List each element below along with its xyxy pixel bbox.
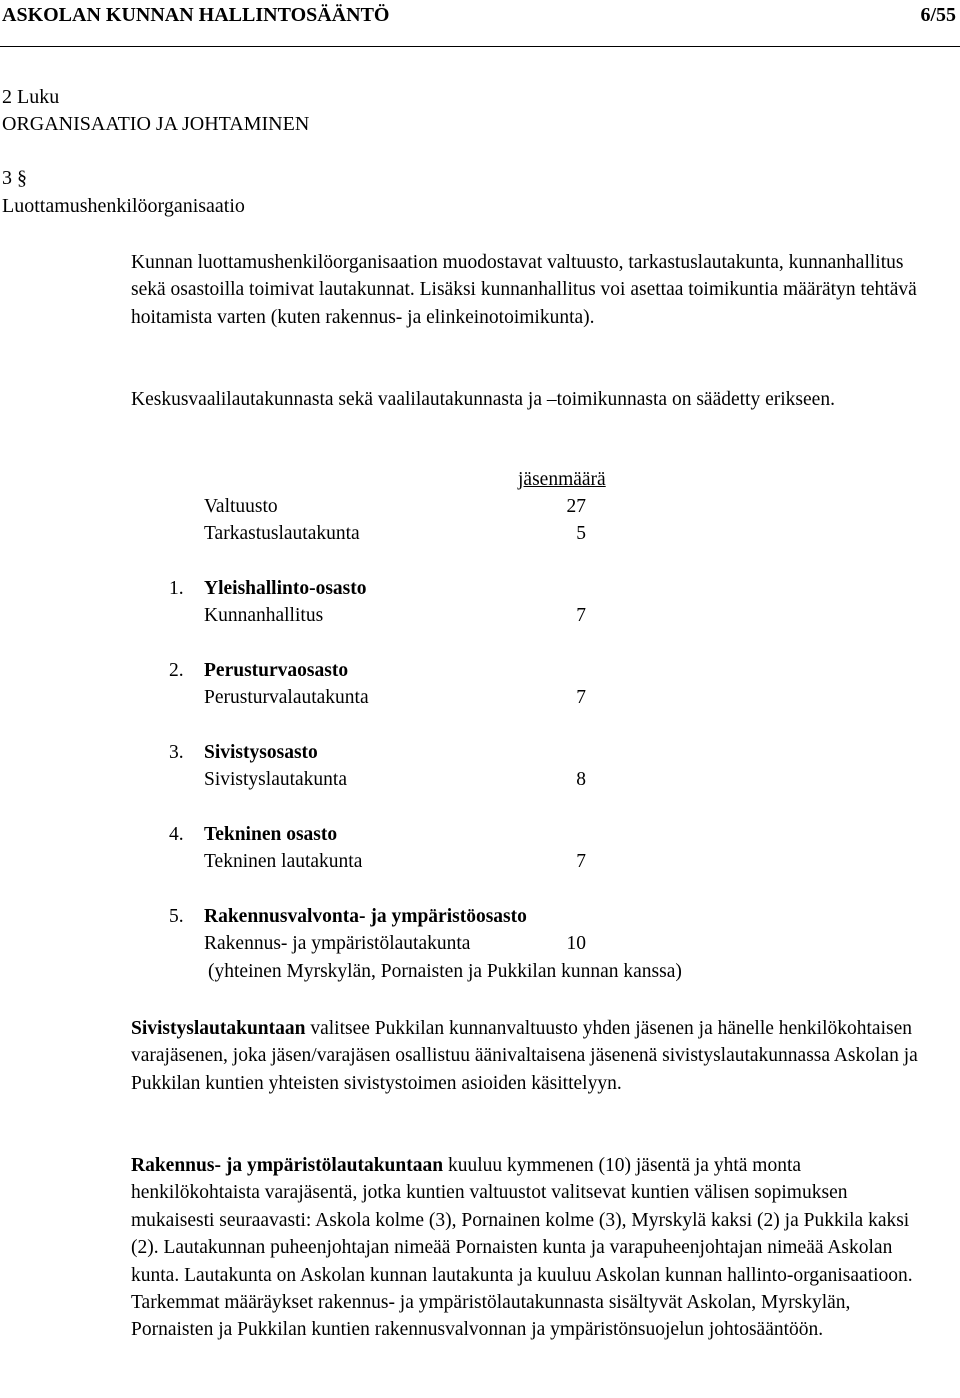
- board-member-count: 7: [576, 687, 586, 708]
- board-member-count: 8: [576, 769, 586, 790]
- page-number: 6/55: [920, 4, 956, 26]
- board-name: Kunnanhallitus: [204, 605, 324, 626]
- department-number: 5.: [169, 906, 184, 927]
- board-name: Rakennus- ja ympäristölautakunta: [204, 933, 471, 954]
- chapter-title: ORGANISAATIO JA JOHTAMINEN: [2, 113, 310, 135]
- department-name: Perusturvaosasto: [204, 660, 349, 681]
- board-note: (yhteinen Myrskylän, Pornaisten ja Pukkilan kunnan kanssa): [208, 961, 682, 982]
- member-count-header: jäsenmäärä: [518, 469, 606, 490]
- department-number: 4.: [169, 824, 184, 845]
- table-row-value: 5: [576, 523, 586, 544]
- board-member-count: 7: [576, 851, 586, 872]
- table-row-value: 27: [566, 496, 586, 517]
- board-name: Perusturvalautakunta: [204, 687, 369, 708]
- table-row-label: Valtuusto: [204, 496, 278, 517]
- intro-paragraph-2: Keskusvaalilautakunnasta sekä vaalilautakunnasta ja –toimikunnasta on säädetty erikseen.: [131, 389, 835, 410]
- section-title: Luottamushenkilöorganisaatio: [2, 195, 245, 217]
- paragraph-text: valitsee Pukkilan kunnanvaltuusto yhden jäsenen ja hänelle henkilökohtaisen varajäsenen, joka jäsen/varajäsen osallistuu äänivaltaisena jäsenenä sivistyslautakunnassa Askolan ja Pukkilan kuntien yhteisten sivistystoimen asioiden käsittelyyn.: [131, 1018, 918, 1094]
- header-divider: [0, 46, 960, 47]
- intro-paragraph-1: Kunnan luottamushenkilöorganisaation muodostavat valtuusto, tarkastuslautakunta, kunnanhallitus sekä osastoilla toimivat lautakunnat. Lisäksi kunnanhallitus voi asettaa toimikuntia määrätyn tehtävä hoitamista varten (kuten rakennus- ja elinkeinotoimikunta).: [131, 252, 917, 328]
- chapter-number: 2 Luku: [2, 86, 60, 108]
- department-name: Yleishallinto-osasto: [204, 578, 367, 599]
- board-member-count: 7: [576, 605, 586, 626]
- board-name: Sivistyslautakunta: [204, 769, 347, 790]
- board-member-count: 10: [566, 933, 586, 954]
- paragraph-text: kuuluu kymmenen (10) jäsentä ja yhtä monta henkilökohtaista varajäsentä, jotka kuntien valtuustot valitsevat kuntien välisen sopimuksen mukaisesti seuraavasti: Askola kolme (3), Pornainen kolme (3), Myrskylä kaksi (2) ja Pukkila kaksi (2). Lautakunnan puheenjohtajan nimeää Pornaisten kunta ja varapuheenjohtajan nimeää Askolan kunta. Lautakunta on Askolan kunnan lautakunta ja kuuluu Askolan kunnan hallinto-organisaatioon. Tarkemmat määräykset rakennus- ja ympäristölautakunnasta sisältyvät Askolan, Myrskylän, Pornaisten ja Pukkilan kuntien rakennusvalvonnan ja ympäristönsuojelun johtosääntöön.: [131, 1155, 913, 1341]
- paragraph-lead: Rakennus- ja ympäristölautakuntaan: [131, 1155, 444, 1176]
- department-name: Rakennusvalvonta- ja ympäristöosasto: [204, 906, 527, 927]
- board-name: Tekninen lautakunta: [204, 851, 363, 872]
- paragraph-lead: Sivistyslautakuntaan: [131, 1018, 306, 1039]
- department-number: 2.: [169, 660, 184, 681]
- department-name: Sivistysosasto: [204, 742, 318, 763]
- rakennuslautakunta-paragraph: [131, 1152, 931, 1344]
- department-number: 1.: [169, 578, 184, 599]
- document-header-title: ASKOLAN KUNNAN HALLINTOSÄÄNTÖ: [2, 4, 390, 26]
- department-number: 3.: [169, 742, 184, 763]
- department-name: Tekninen osasto: [204, 824, 338, 845]
- sivistyslautakunta-paragraph: [131, 1015, 931, 1097]
- table-row-label: Tarkastuslautakunta: [204, 523, 360, 544]
- section-number: 3 §: [2, 167, 27, 189]
